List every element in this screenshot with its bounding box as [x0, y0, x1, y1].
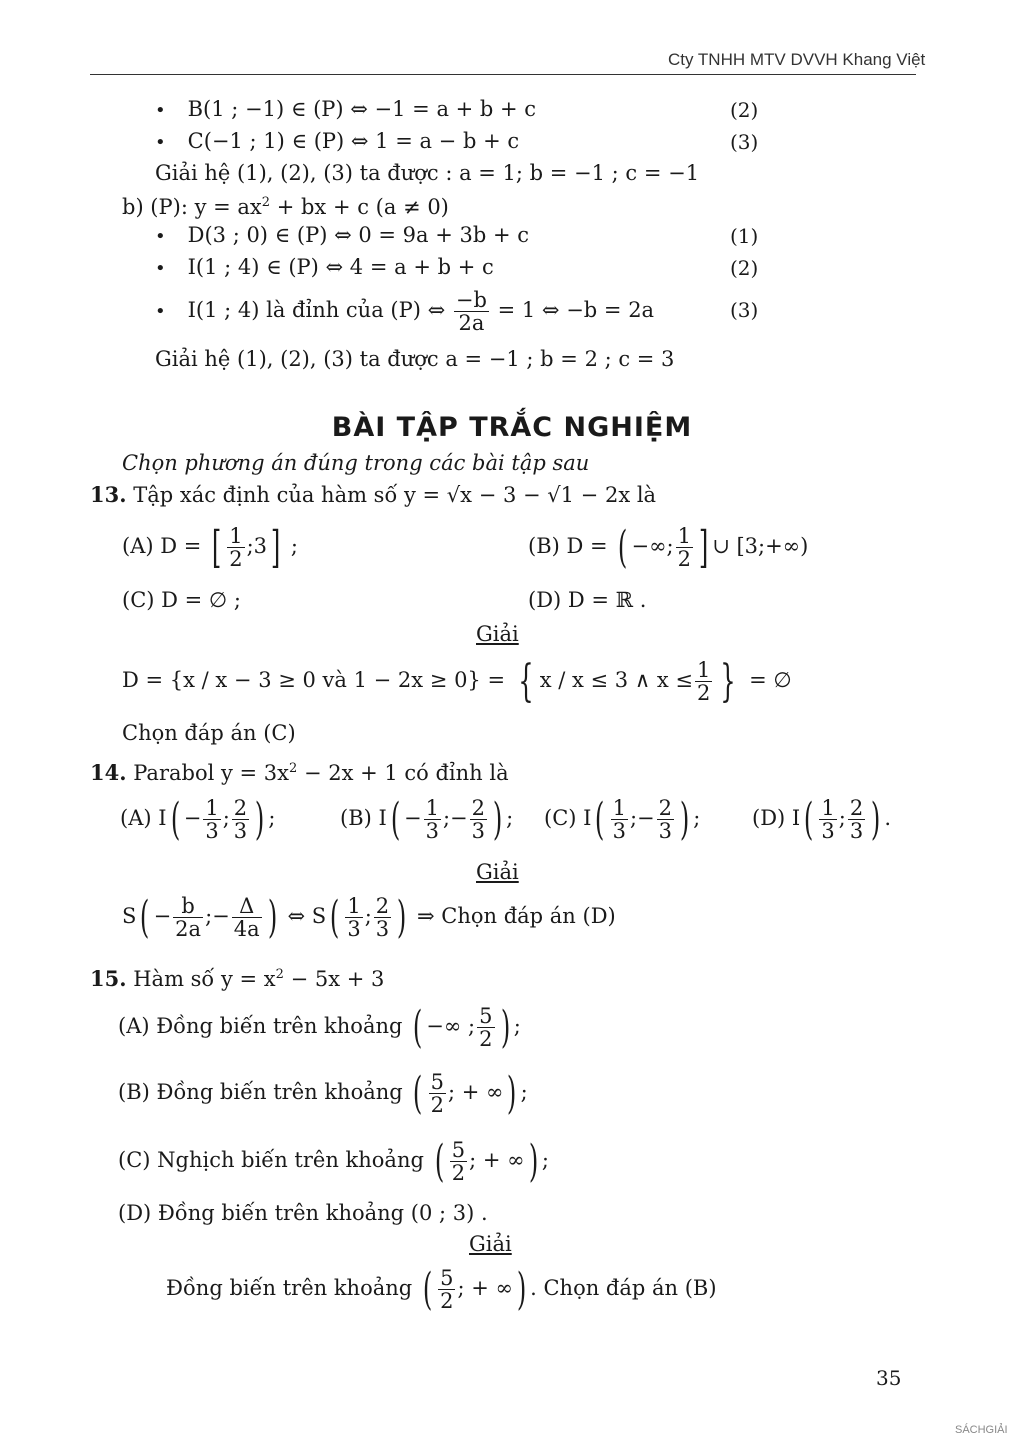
question-15: 15. Hàm số $y = x^2 - 5x + 3$: [90, 966, 385, 991]
option-label: (B) Đồng biến trên khoảng: [118, 1080, 403, 1104]
option-value: ; + ∞: [447, 1080, 504, 1104]
line-c-text: C(−1 ; 1) ∈ (P) ⇔ 1 = a − b + c: [187, 129, 520, 153]
line-point-d: • D(3 ; 0) ∈ (P) ⇔ 0 = 9a + 3b + c: [155, 223, 529, 247]
solution-13: D = {x / x − 3 ≥ 0 và 1 − 2x ≥ 0} = { x / x ≤ 3 ∧ x ≤ $\frac{1}{2}$ } = ∅: [122, 655, 792, 707]
part-b-header-pre: b) (P): y = ax: [122, 195, 262, 219]
solution-post: ⇒ Chọn đáp án (D): [417, 904, 616, 928]
option-label: (A) D =: [122, 534, 202, 558]
option-label: (D) I: [752, 806, 801, 830]
option-13-a: (A) D = [ $\frac{1}{2}$ ;3] ;: [122, 521, 298, 573]
fraction: $\frac{1}{2}$: [229, 523, 243, 571]
option-14-b: (B) I( − $\frac{1}{3}$ ;− $\frac{2}{3}$ ) ;: [340, 793, 514, 845]
option-14-a: (A) I( − $\frac{1}{3}$ ; $\frac{2}{3}$ ) ;: [120, 793, 276, 845]
solution-label: Giải: [469, 1232, 512, 1256]
option-15-b: (B) Đồng biến trên khoảng ( $\frac{5}{2}$ ; + ∞) ;: [118, 1067, 528, 1119]
part-b-header-post: + bx + c (a ≠ 0): [270, 195, 449, 219]
vertex-post: = 1 ⇔ −b = 2a: [497, 298, 655, 322]
solution-label: Giải: [476, 860, 519, 884]
eq-number: (3): [730, 298, 759, 322]
running-header: Cty TNHH MTV DVVH Khang Việt: [668, 50, 926, 69]
solution-post: . Chọn đáp án (B): [530, 1276, 717, 1300]
option-label: (C) Nghịch biến trên khoảng: [118, 1148, 424, 1172]
vertex-pre: I(1 ; 4) là đỉnh của (P) ⇔: [187, 298, 446, 322]
line-d-text: D(3 ; 0) ∈ (P) ⇔ 0 = 9a + 3b + c: [187, 223, 529, 247]
option-value: −∞;: [631, 534, 674, 558]
watermark-logo: SÁCHGIẢI: [955, 1424, 1008, 1436]
part-b-header: b) (P): $y = ax^2$ + bx + c (a ≠ 0): [122, 195, 449, 219]
frac-den: 2a: [454, 311, 489, 334]
solution-set: x / x ≤ 3 ∧ x ≤: [539, 668, 694, 692]
question-number: 15.: [90, 966, 127, 991]
option-value: ; + ∞: [469, 1148, 525, 1172]
question-text-post: − 5x + 3: [283, 967, 385, 991]
line-vertex: • I(1 ; 4) là đỉnh của (P) ⇔ $\frac{-b}{2a}$ = 1 ⇔ −b = 2a: [155, 287, 655, 335]
solution-pre: D = {x / x − 3 ≥ 0 và 1 − 2x ≥ 0} =: [122, 668, 506, 692]
part-b-result: Giải hệ (1), (2), (3) ta được a = −1 ; b = 2 ; c = 3: [155, 347, 675, 371]
fraction: $\frac{1}{2}$: [677, 523, 692, 571]
frac-num: −b: [455, 287, 487, 312]
eq-number: (2): [730, 98, 759, 122]
part-a-result: Giải hệ (1), (2), (3) ta được : a = 1; b = −1 ; c = −1: [155, 161, 700, 185]
option-label: (C) I: [544, 806, 592, 830]
eq-number: (2): [730, 256, 759, 280]
option-label: (A) I: [120, 806, 167, 830]
line-point-c: • C(−1 ; 1) ∈ (P) ⇔ 1 = a − b + c: [155, 129, 520, 153]
question-number: 13.: [90, 482, 127, 507]
question-text-post: − 2x + 1 có đỉnh là: [297, 761, 509, 785]
option-13-d: (D) D = ℝ .: [528, 588, 647, 612]
option-value: ;3: [246, 534, 268, 558]
option-14-c: (C) I( $\frac{1}{3}$ ;− $\frac{2}{3}$ ) ;: [544, 793, 701, 845]
eq-number: (1): [730, 224, 759, 248]
section-title: BÀI TẬP TRẮC NGHIỆM: [331, 412, 693, 443]
question-14: 14. Parabol $y = 3x^2 - 2x + 1$ có đỉnh là: [90, 760, 509, 785]
option-14-d: (D) I( $\frac{1}{3}$ ; $\frac{2}{3}$ ) .: [752, 793, 892, 845]
option-15-a: (A) Đồng biến trên khoảng ( −∞ ; $\frac{5}{2}$ ) ;: [118, 1001, 521, 1053]
option-13-b: (B) D = ( −∞; $\frac{1}{2}$ ] ∪ [3;+∞): [528, 521, 809, 573]
option-tail: ∪ [3;+∞): [712, 534, 809, 558]
question-number: 14.: [90, 760, 127, 785]
option-label: (B) I: [340, 806, 387, 830]
solution-label: Giải: [476, 622, 519, 646]
line-point-i: • I(1 ; 4) ∈ (P) ⇔ 4 = a + b + c: [155, 255, 494, 279]
option-value: −∞ ;: [426, 1014, 476, 1038]
option-label: (B) D =: [528, 534, 608, 558]
question-text: Hàm số y = x: [133, 967, 276, 991]
line-i-text: I(1 ; 4) ∈ (P) ⇔ 4 = a + b + c: [187, 255, 494, 279]
line-point-b: • B(1 ; −1) ∈ (P) ⇔ −1 = a + b + c: [155, 97, 537, 121]
page-number: 35: [876, 1366, 902, 1390]
solution-14: S( − $\frac{b}{2a}$ ;− $\frac{\Delta}{4a}$ ) ⇔ S( $\frac{1}{3}$ ; $\frac{2}{3}$ ) ⇒ Chọn đáp án (D): [122, 891, 616, 943]
solution-value: ; + ∞: [457, 1276, 513, 1300]
solution-15: Đồng biến trên khoảng ( $\frac{5}{2}$ ; + ∞) . Chọn đáp án (B): [166, 1263, 717, 1315]
fraction: [454, 289, 489, 334]
solution-pre: Đồng biến trên khoảng: [166, 1276, 413, 1300]
eq-number: (3): [730, 130, 759, 154]
option-13-c: (C) D = ∅ ;: [122, 588, 241, 612]
instruction: Chọn phương án đúng trong các bài tập sau: [122, 451, 590, 475]
fraction: $\frac{1}{2}$: [697, 657, 711, 705]
question-text: Tập xác định của hàm số y = √x − 3 − √1 − 2x là: [133, 483, 657, 507]
option-15-c: (C) Nghịch biến trên khoảng ( $\frac{5}{2}$ ; + ∞) ;: [118, 1135, 549, 1187]
question-13: [90, 482, 656, 508]
question-text: Parabol y = 3x: [133, 761, 289, 785]
option-label: (A) Đồng biến trên khoảng: [118, 1014, 403, 1038]
solution-post: = ∅: [749, 668, 792, 692]
line-b-text: B(1 ; −1) ∈ (P) ⇔ −1 = a + b + c: [187, 97, 537, 121]
header-rule: [90, 74, 916, 75]
option-15-d: (D) Đồng biến trên khoảng (0 ; 3) .: [118, 1201, 488, 1225]
answer-13: Chọn đáp án (C): [122, 721, 296, 745]
